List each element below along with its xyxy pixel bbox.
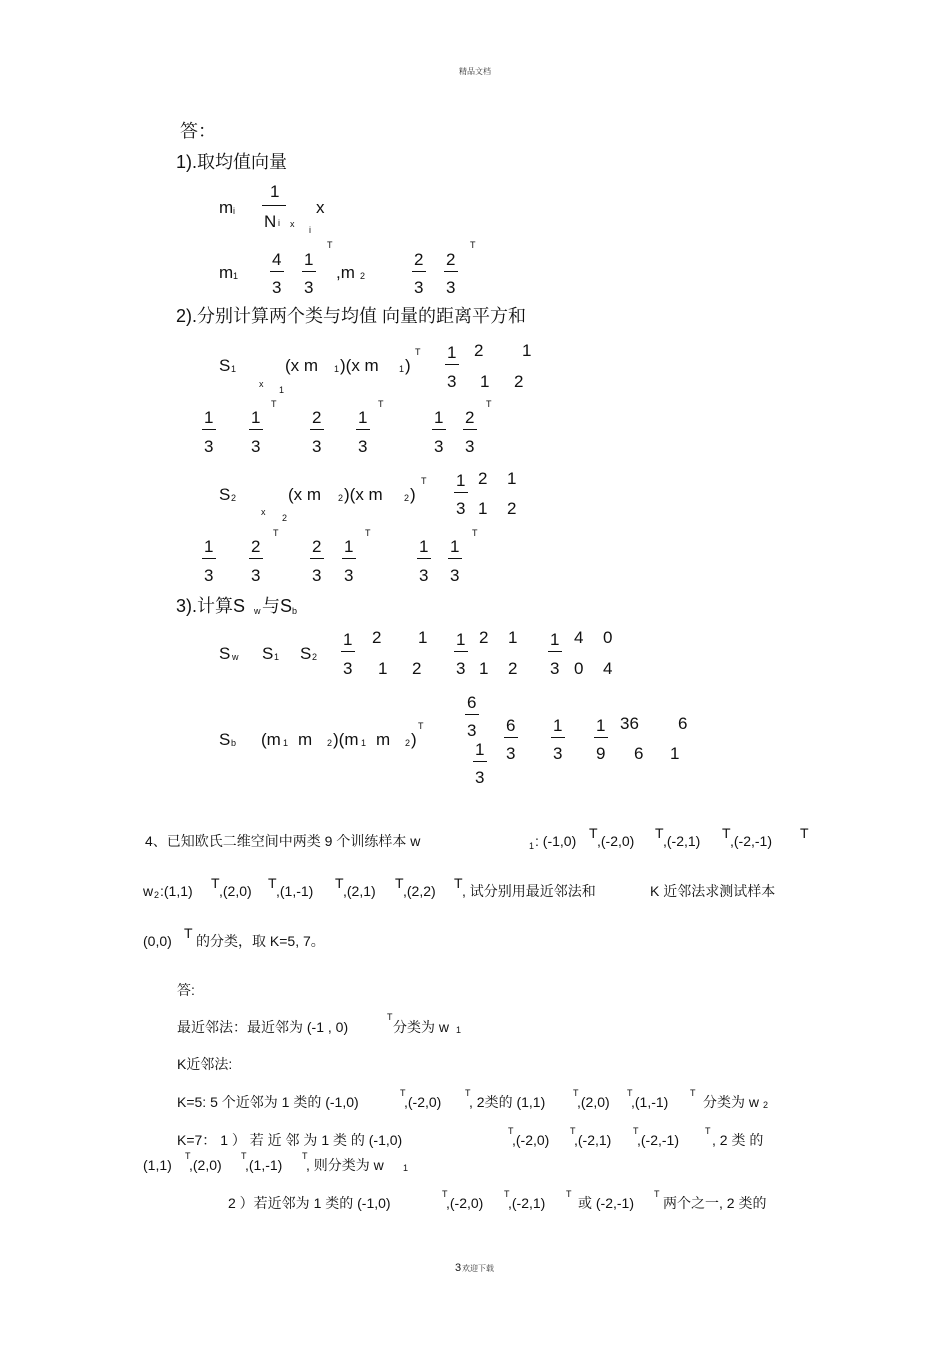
fraction-bar (310, 429, 324, 430)
question-text: 的分类，取 K=5, 7。 (196, 933, 325, 949)
fraction-bar (548, 651, 562, 652)
transpose-mark: T (627, 1088, 633, 1098)
fraction-bar (454, 651, 468, 652)
subscript: 1 (283, 738, 289, 748)
expr: ) (405, 356, 411, 375)
denominator: 3 (434, 437, 444, 456)
transpose-mark: T (273, 528, 279, 538)
transpose-mark: T (365, 528, 371, 538)
numerator: 1 (344, 537, 354, 556)
matrix-cell: 2 (412, 659, 422, 678)
fraction-bar (551, 737, 565, 738)
matrix-cell: 1 (507, 469, 517, 488)
expr: (x m (288, 485, 322, 504)
fraction-bar (473, 761, 487, 762)
transpose-mark: T (570, 1126, 576, 1136)
subscript: 2 (405, 738, 411, 748)
answer-text: ,(-2,1) (574, 1132, 612, 1148)
numerator: 1 (456, 471, 466, 490)
fraction-bar (270, 271, 284, 272)
fraction-bar (594, 737, 608, 738)
transpose-mark: T (442, 1189, 448, 1199)
question-text: ,(2,0) (219, 883, 252, 899)
matrix-cell: 0 (603, 628, 613, 647)
denominator: N (264, 212, 277, 231)
denominator: 3 (312, 566, 322, 585)
denominator: 3 (446, 278, 456, 297)
transpose-mark: T (655, 825, 664, 841)
fraction-bar (412, 271, 426, 272)
s-symbol: S (219, 485, 231, 504)
fraction-bar (202, 558, 216, 559)
transpose-mark: T (465, 1088, 471, 1098)
expr: )(x m (344, 485, 383, 504)
fraction-bar (310, 558, 324, 559)
expr: ) (410, 485, 416, 504)
numerator: 1 (450, 537, 460, 556)
numerator: 1 (304, 250, 314, 269)
matrix-cell: 1 (478, 499, 488, 518)
transpose-mark: T (327, 240, 333, 250)
transpose-mark: T (566, 1189, 572, 1199)
sum-index-sub: i (309, 225, 311, 235)
denominator: 3 (304, 278, 314, 297)
subscript: 2 (338, 493, 344, 503)
numerator: 1 (550, 630, 560, 649)
denominator: 3 (475, 768, 485, 787)
subscript: w (254, 606, 261, 616)
transpose-mark: T (470, 240, 476, 250)
fraction-bar (463, 429, 477, 430)
fraction-bar (444, 271, 458, 272)
sum-index: x (259, 379, 264, 389)
transpose-mark: T (211, 875, 220, 891)
subscript: 1 (456, 1025, 462, 1035)
denominator: 3 (506, 744, 516, 763)
step1-heading: 1).取均值向量 (176, 152, 288, 172)
denominator: 3 (251, 437, 261, 456)
separator: ,m (336, 263, 355, 282)
fraction-bar (249, 558, 263, 559)
numerator: 1 (419, 537, 429, 556)
denominator: 3 (204, 566, 214, 585)
page-footer: 欢迎下载 (462, 1264, 494, 1273)
denominator: 3 (553, 744, 563, 763)
denominator: 3 (450, 566, 460, 585)
numerator: 1 (447, 343, 457, 362)
question-text: K 近邻法求测试样本 (650, 883, 776, 899)
numerator: 6 (467, 693, 477, 712)
answer-text: 两个之一, 2 类的 (663, 1195, 767, 1211)
transpose-mark: T (722, 825, 731, 841)
question-text: , 试分别用最近邻法和 (462, 883, 596, 899)
subscript: 2 (231, 493, 237, 503)
matrix-cell: 4 (603, 659, 613, 678)
subscript: 2 (404, 493, 410, 503)
answer-text: ,(2,0) (189, 1157, 222, 1173)
subscript: 2 (763, 1100, 769, 1110)
step3-text: 与S (262, 596, 293, 616)
denominator: 3 (358, 437, 368, 456)
fraction-bar (342, 558, 356, 559)
denominator: 3 (344, 566, 354, 585)
subscript: i (233, 206, 235, 216)
fraction-bar (448, 558, 462, 559)
numerator: 2 (414, 250, 424, 269)
numerator: 2 (312, 408, 322, 427)
question-text: : (-1,0) (535, 833, 577, 849)
fraction-bar (341, 651, 355, 652)
fraction-bar (356, 429, 370, 430)
fraction-bar (504, 737, 518, 738)
transpose-mark: T (486, 399, 492, 409)
transpose-mark: T (800, 825, 809, 841)
fraction-bar (432, 429, 446, 430)
s-symbol: S (300, 644, 312, 663)
transpose-mark: T (589, 825, 598, 841)
denominator: 3 (272, 278, 282, 297)
denominator: 3 (465, 437, 475, 456)
expr: m (376, 730, 391, 749)
transpose-mark: T (633, 1126, 639, 1136)
denominator: 3 (456, 499, 466, 518)
answer-label: 答： (180, 121, 216, 141)
question-text: ,(2,2) (403, 883, 436, 899)
subscript: b (231, 738, 237, 748)
transpose-mark: T (705, 1126, 711, 1136)
transpose-mark: T (504, 1189, 510, 1199)
step3-text: 3).计算S (176, 596, 246, 616)
transpose-mark: T (395, 875, 404, 891)
numerator: 2 (446, 250, 456, 269)
transpose-mark: T (508, 1126, 514, 1136)
subscript: 1 (361, 738, 367, 748)
transpose-mark: T (268, 875, 277, 891)
x-symbol: x (316, 198, 325, 217)
transpose-mark: T (184, 925, 193, 941)
sum-index: x (261, 507, 266, 517)
m-symbol: m (219, 198, 234, 217)
answer-text: 分类为 w (703, 1094, 759, 1110)
subscript: 1 (233, 271, 239, 281)
matrix-cell: 1 (479, 659, 489, 678)
answer-text: 2 ）若近邻为 1 类的 (-1,0) (228, 1195, 391, 1211)
subscript: 1 (399, 364, 405, 374)
answer-text: 或 (-2,-1) (578, 1195, 634, 1211)
expr: ) (411, 730, 417, 749)
expr: (m (261, 730, 281, 749)
transpose-mark: T (400, 1088, 406, 1098)
sum-index-sub: 1 (279, 385, 285, 395)
transpose-mark: T (654, 1189, 660, 1199)
subscript: i (278, 218, 280, 228)
transpose-mark: T (418, 721, 424, 731)
denominator: 3 (550, 659, 560, 678)
subscript: 2 (360, 271, 366, 281)
transpose-mark: T (241, 1151, 247, 1161)
subscript: 1 (334, 364, 340, 374)
fraction-bar (454, 492, 468, 493)
s-symbol: S (219, 356, 231, 375)
sum-index-sub: 2 (282, 513, 288, 523)
numerator: 2 (465, 408, 475, 427)
denominator: 3 (467, 721, 477, 740)
denominator: 9 (596, 744, 606, 763)
matrix-cell: 1 (522, 341, 532, 360)
subscript: 2 (327, 738, 333, 748)
question-text: ,(-2,-1) (730, 833, 772, 849)
transpose-mark: T (421, 476, 427, 486)
transpose-mark: T (387, 1012, 393, 1022)
matrix-cell: 2 (507, 499, 517, 518)
answer-text: ,(-2,0) (512, 1132, 550, 1148)
answer-text: ,(-2,-1) (637, 1132, 679, 1148)
subscript: 2 (312, 652, 318, 662)
numerator: 2 (251, 537, 261, 556)
matrix-cell: 6 (678, 714, 688, 733)
expr: )(x m (340, 356, 379, 375)
answer-text: ,(-2,0) (446, 1195, 484, 1211)
sum-index: x (290, 219, 295, 229)
fraction-bar (465, 714, 479, 715)
expr: m (298, 730, 313, 749)
transpose-mark: T (185, 1151, 191, 1161)
subscript: 2 (154, 890, 160, 900)
answer-text: ,(-2,1) (508, 1195, 546, 1211)
numerator: 1 (358, 408, 368, 427)
question-text: ,(1,-1) (276, 883, 314, 899)
matrix-cell: 2 (508, 659, 518, 678)
matrix-cell: 1 (670, 744, 680, 763)
denominator: 3 (456, 659, 466, 678)
denominator: 3 (343, 659, 353, 678)
transpose-mark: T (302, 1151, 308, 1161)
answer-text: ,(2,0) (577, 1094, 610, 1110)
answer-text: K=7： 1 ） 若 近 邻 为 1 类 的 (-1,0) (177, 1132, 403, 1148)
answer-text: 最近邻法：最近邻为 (-1 , 0) (177, 1019, 349, 1035)
answer-text: ,(-2,0) (404, 1094, 442, 1110)
question-text: w (143, 883, 154, 899)
page-header: 精品文档 (459, 67, 491, 76)
denominator: 3 (251, 566, 261, 585)
answer-label: 答: (177, 982, 195, 998)
matrix-cell: 2 (479, 628, 489, 647)
s-symbol: S (219, 644, 231, 663)
answer-text: , 2 类 的 (712, 1132, 764, 1148)
fraction-bar (302, 271, 316, 272)
numerator: 1 (251, 408, 261, 427)
subscript: w (232, 652, 239, 662)
fraction-bar (417, 558, 431, 559)
denominator: 3 (312, 437, 322, 456)
answer-text: 分类为 w (393, 1019, 449, 1035)
transpose-mark: T (454, 875, 463, 891)
transpose-mark: T (271, 399, 277, 409)
numerator: 1 (343, 630, 353, 649)
answer-text: (1,1) (143, 1157, 172, 1173)
matrix-cell: 2 (372, 628, 382, 647)
matrix-cell: 1 (418, 628, 428, 647)
numerator: 1 (596, 716, 606, 735)
matrix-cell: 0 (574, 659, 584, 678)
fraction-bar (202, 429, 216, 430)
matrix-cell: 1 (508, 628, 518, 647)
numerator: 1 (553, 716, 563, 735)
numerator: 1 (434, 408, 444, 427)
question-text: ,(-2,0) (597, 833, 635, 849)
transpose-mark: T (573, 1088, 579, 1098)
numerator: 1 (270, 182, 280, 201)
matrix-cell: 6 (634, 744, 644, 763)
answer-text: K=5: 5 个近邻为 1 类的 (-1,0) (177, 1094, 359, 1110)
answer-text: ,(1,-1) (245, 1157, 283, 1173)
expr: )(m (333, 730, 359, 749)
page-number: 3 (455, 1262, 462, 1274)
denominator: 3 (414, 278, 424, 297)
answer-text: ,(1,-1) (631, 1094, 669, 1110)
transpose-mark: T (335, 875, 344, 891)
s-symbol: S (219, 730, 231, 749)
fraction-bar (445, 364, 459, 365)
question-text: ,(-2,1) (663, 833, 701, 849)
expr: (x m (285, 356, 319, 375)
subscript: 1 (403, 1163, 409, 1173)
answer-text: , 2类的 (1,1) (469, 1094, 546, 1110)
denominator: 3 (204, 437, 214, 456)
numerator: 1 (204, 537, 214, 556)
numerator: 1 (204, 408, 214, 427)
answer-text: K近邻法: (177, 1056, 233, 1072)
matrix-cell: 2 (474, 341, 484, 360)
subscript: 1 (529, 841, 535, 851)
matrix-cell: 1 (378, 659, 388, 678)
numerator: 1 (475, 740, 485, 759)
question-text: (0,0) (143, 933, 172, 949)
s-symbol: S (262, 644, 274, 663)
fraction-bar (249, 429, 263, 430)
numerator: 2 (312, 537, 322, 556)
question-text: ,(2,1) (343, 883, 376, 899)
subscript: 1 (231, 364, 237, 374)
transpose-mark: T (378, 399, 384, 409)
numerator: 1 (456, 630, 466, 649)
subscript: 1 (274, 652, 280, 662)
question-text: :(1,1) (160, 883, 193, 899)
denominator: 3 (419, 566, 429, 585)
transpose-mark: T (690, 1088, 696, 1098)
transpose-mark: T (472, 528, 478, 538)
fraction-bar (262, 205, 286, 206)
answer-text: , 则分类为 w (306, 1157, 384, 1173)
matrix-cell: 36 (620, 714, 639, 733)
step2-heading: 2).分别计算两个类与均值 向量的距离平方和 (176, 306, 527, 326)
matrix-cell: 2 (514, 372, 524, 391)
transpose-mark: T (415, 347, 421, 357)
m-symbol: m (219, 263, 234, 282)
question-text: 4、已知欧氏二维空间中两类 9 个训练样本 w (145, 833, 421, 849)
matrix-cell: 4 (574, 628, 584, 647)
numerator: 6 (506, 716, 516, 735)
numerator: 4 (272, 250, 282, 269)
subscript: b (292, 606, 298, 616)
matrix-cell: 2 (478, 469, 488, 488)
denominator: 3 (447, 372, 457, 391)
matrix-cell: 1 (480, 372, 490, 391)
